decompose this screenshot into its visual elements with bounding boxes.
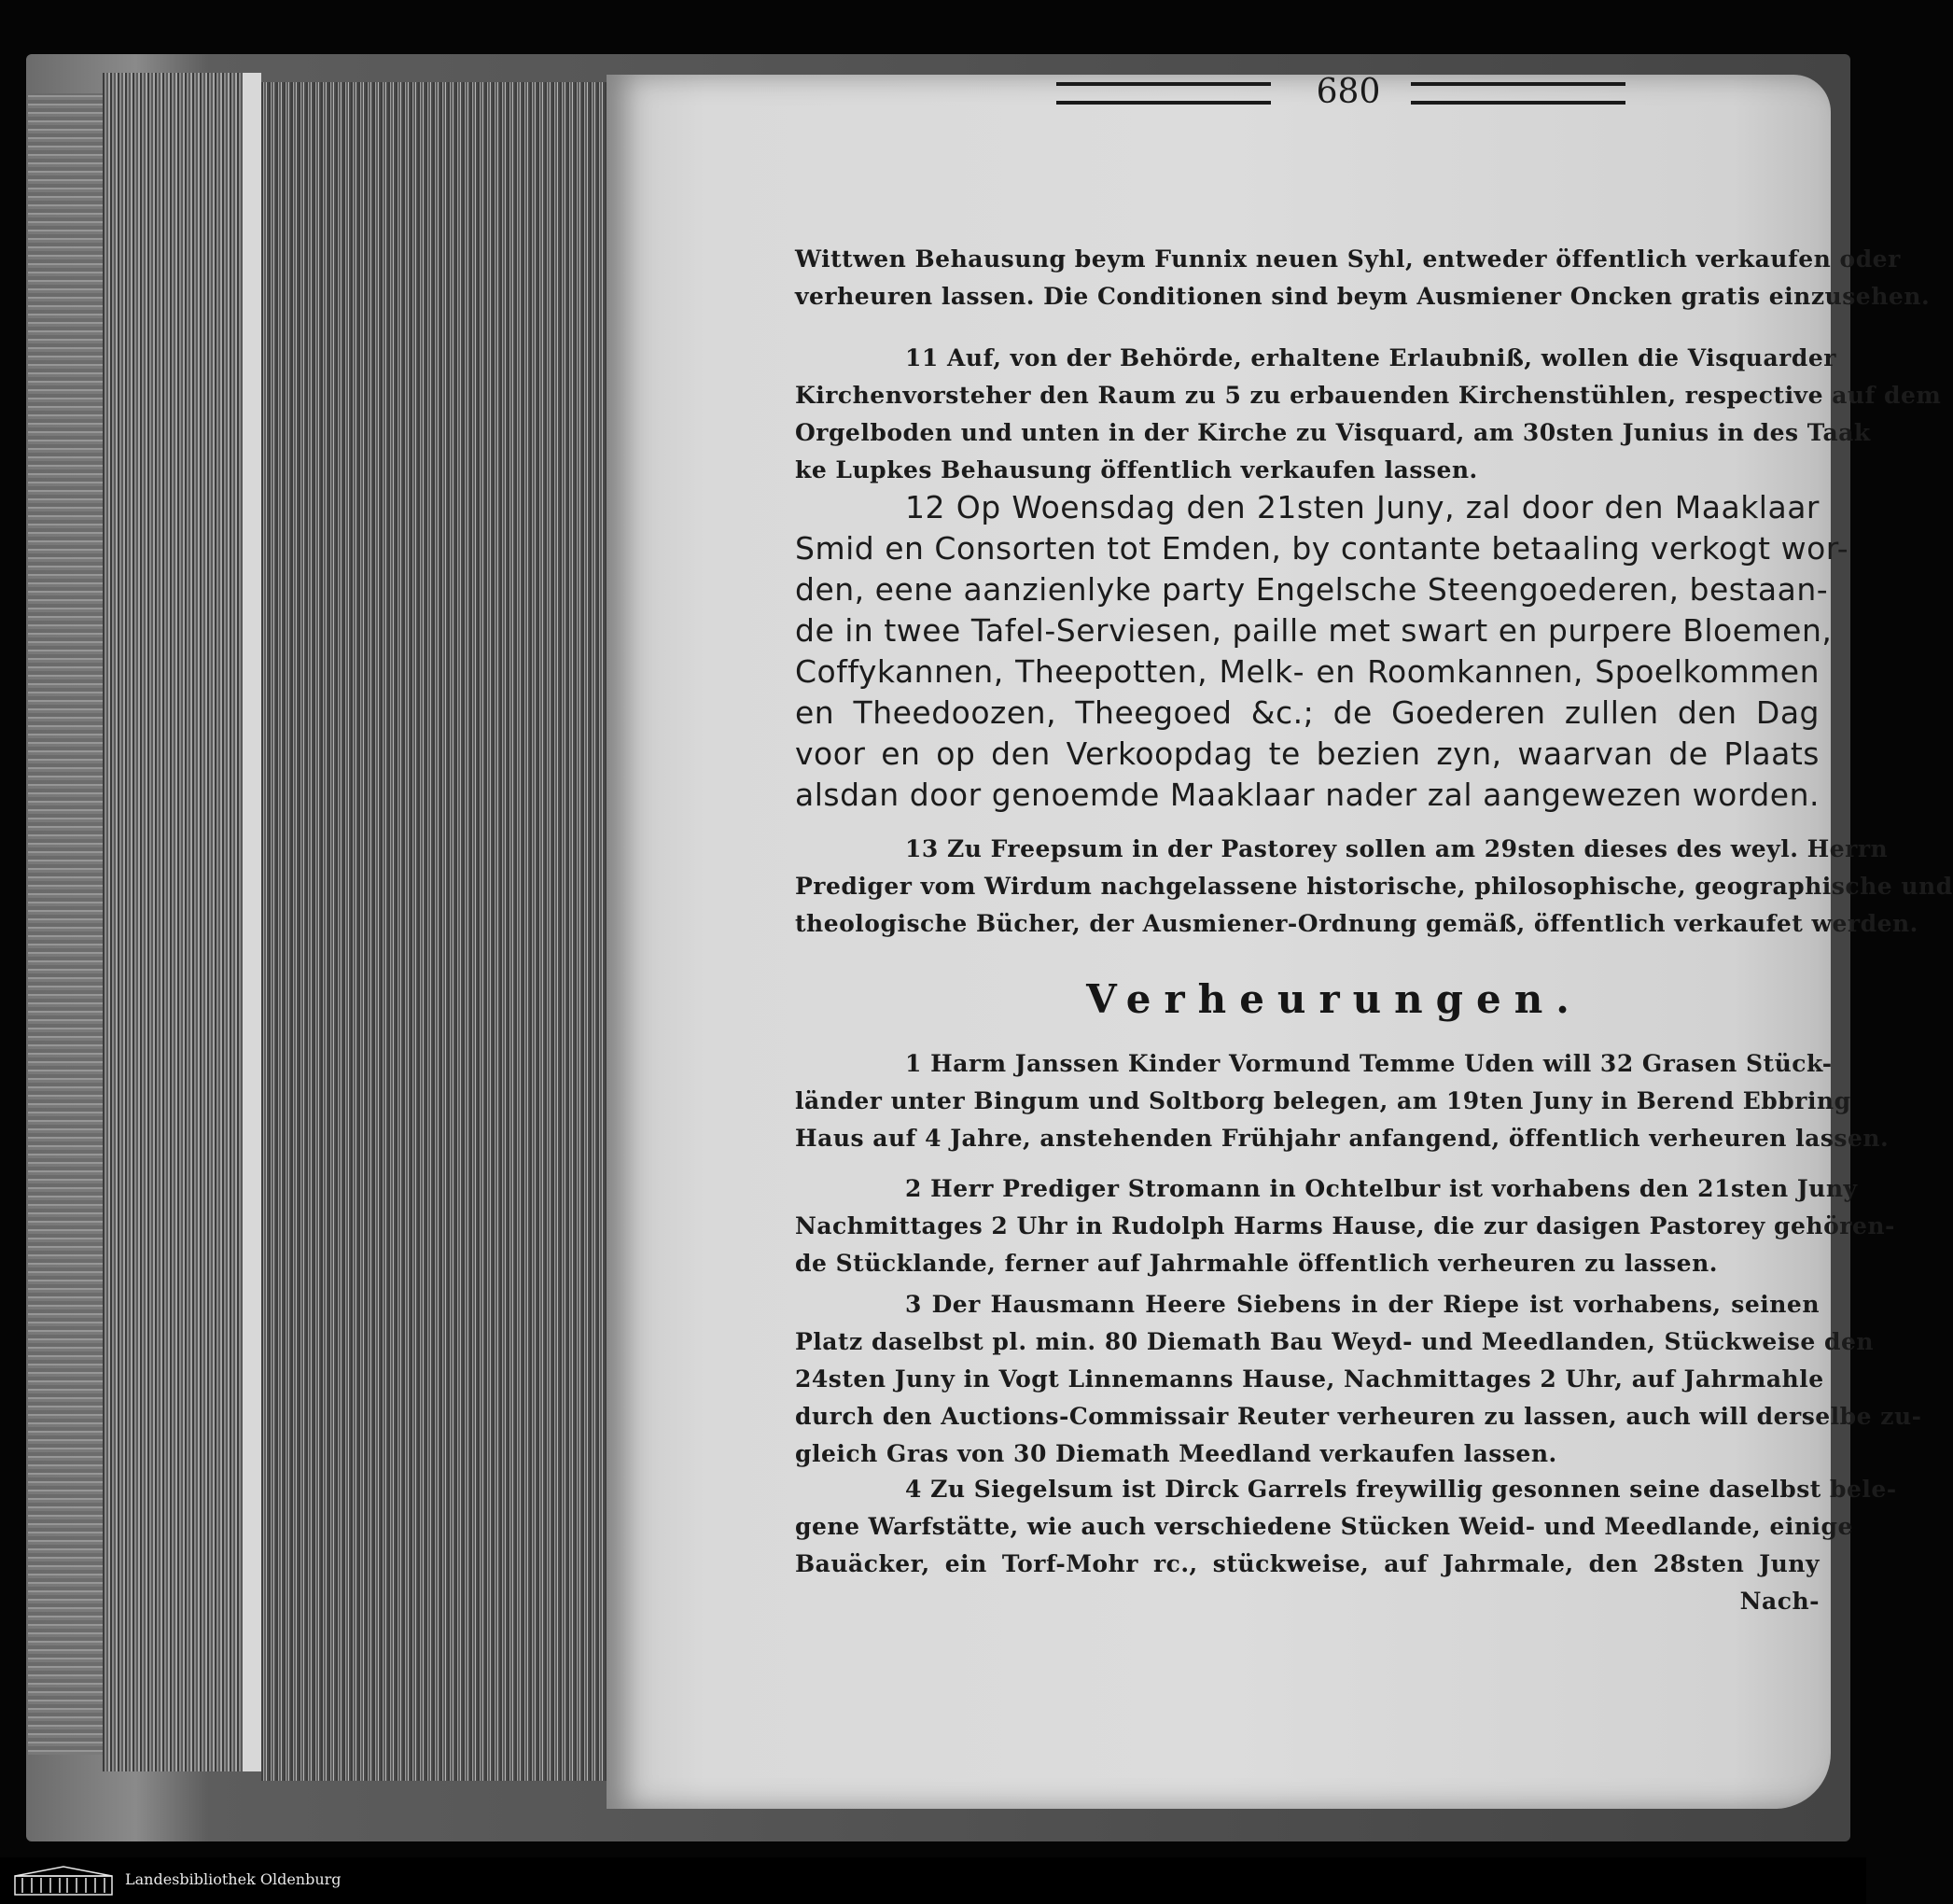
text-line: Bauäcker, ein Torf-Mohr rc., stückweise, auf Jahrmale, den 28sten Juny — [795, 1550, 1820, 1577]
text-line: 1 Harm Janssen Kinder Vormund Temme Uden will 32 Grasen Stück- — [905, 1050, 1833, 1077]
text-line: länder unter Bingum und Soltborg belegen, am 19ten Juny in Berend Ebbring — [795, 1087, 1851, 1114]
paragraph-verheurung-4 — [795, 1471, 1897, 1620]
header-rule-right — [1411, 82, 1625, 105]
text-line: gene Warfstätte, wie auch verschiedene Stücken Weid- und Meedlande, einige — [795, 1513, 1853, 1540]
text-line: de Stücklande, ferner auf Jahrmahle öffentlich verheuren zu lassen. — [795, 1250, 1718, 1277]
text-line: verheuren lassen. Die Conditionen sind beym Ausmiener Oncken gratis einzusehen. — [795, 283, 1931, 310]
book-spine — [28, 93, 103, 1755]
text-line: Platz daselbst pl. min. 80 Diemath Bau Weyd- und Meedlanden, Stückweise den — [795, 1328, 1875, 1355]
catchword: Nach- — [1739, 1588, 1820, 1615]
text-line: den, eene aanzienlyke party Engelsche Steengoederen, bestaan- — [795, 571, 1829, 608]
text-line: 4 Zu Siegelsum ist Dirck Garrels freywillig gesonnen seine daselbst bele- — [905, 1476, 1897, 1503]
text-line: theologische Bücher, der Ausmiener-Ordnung gemäß, öffentlich verkaufet werden. — [795, 910, 1918, 937]
text-line: 2 Herr Prediger Stromann in Ochtelbur ist vorhabens den 21sten Juny — [905, 1175, 1858, 1202]
paragraph-verheurung-3 — [795, 1286, 1922, 1473]
text-line: Orgelboden und unten in der Kirche zu Visquard, am 30sten Junius in des Taak — [795, 419, 1871, 446]
text-line: voor en op den Verkoopdag te bezien zyn, waarvan de Plaats — [795, 735, 1820, 772]
text-line: 11 Auf, von der Behörde, erhaltene Erlaubniß, wollen die Visquarder — [905, 344, 1836, 371]
text-line: Haus auf 4 Jahre, anstehenden Frühjahr anfangend, öffentlich verheuren lassen. — [795, 1125, 1890, 1152]
text-line: gleich Gras von 30 Diemath Meedland verkaufen lassen. — [795, 1440, 1557, 1467]
paragraph-item-12 — [795, 487, 1849, 816]
page-stack-right — [261, 82, 653, 1781]
text-line: 12 Op Woensdag den 21sten Juny, zal door den Maaklaar — [905, 489, 1820, 525]
paragraph-item-11 — [795, 340, 1942, 489]
section-heading-verheurungen: Verheurungen. — [1086, 976, 1583, 1022]
text-line: 24sten Juny in Vogt Linnemanns Hause, Nachmittages 2 Uhr, auf Jahrmahle — [795, 1365, 1824, 1393]
text-line: ke Lupkes Behausung öffentlich verkaufen lassen. — [795, 456, 1478, 483]
paragraph-verheurung-1 — [795, 1045, 1890, 1157]
page-stack-left — [103, 73, 243, 1771]
header-rule-left — [1056, 82, 1271, 105]
library-name: Landesbibliothek Oldenburg — [125, 1870, 342, 1888]
text-line: Prediger vom Wirdum nachgelassene historische, philosophische, geographische und — [795, 873, 1953, 900]
paragraph-verheurung-2 — [795, 1170, 1895, 1282]
page-number: 680 — [1316, 73, 1381, 111]
text-line: 3 Der Hausmann Heere Siebens in der Riepe ist vorhabens, seinen — [905, 1291, 1820, 1318]
text-line: Wittwen Behausung beym Funnix neuen Syhl, entweder öffentlich verkaufen oder — [795, 245, 1901, 273]
page-stack-gap — [243, 73, 261, 1771]
text-line: Smid en Consorten tot Emden, by contante betaaling verkogt wor- — [795, 530, 1849, 567]
text-line: durch den Auctions-Commissair Reuter verheuren zu lassen, auch will derselbe zu- — [795, 1403, 1922, 1430]
paragraph-intro — [795, 241, 1931, 315]
text-line: 13 Zu Freepsum in der Pastorey sollen am 29sten dieses des weyl. Herrn — [905, 835, 1889, 862]
library-building-icon — [13, 1865, 114, 1897]
text-line: de in twee Tafel-Serviesen, paille met swart en purpere Bloemen, — [795, 612, 1833, 649]
text-line: en Theedoozen, Theegoed &c.; de Goederen zullen den Dag — [795, 694, 1820, 731]
paragraph-item-13 — [795, 831, 1953, 943]
text-line: Nachmittages 2 Uhr in Rudolph Harms Hause, die zur dasigen Pastorey gehören- — [795, 1212, 1895, 1239]
text-line: Coffykannen, Theepotten, Melk- en Roomkannen, Spoelkommen — [795, 653, 1820, 690]
text-line: alsdan door genoemde Maaklaar nader zal aangewezen worden. — [795, 777, 1820, 813]
text-line: Kirchenvorsteher den Raum zu 5 zu erbauenden Kirchenstühlen, respective auf dem — [795, 382, 1942, 409]
